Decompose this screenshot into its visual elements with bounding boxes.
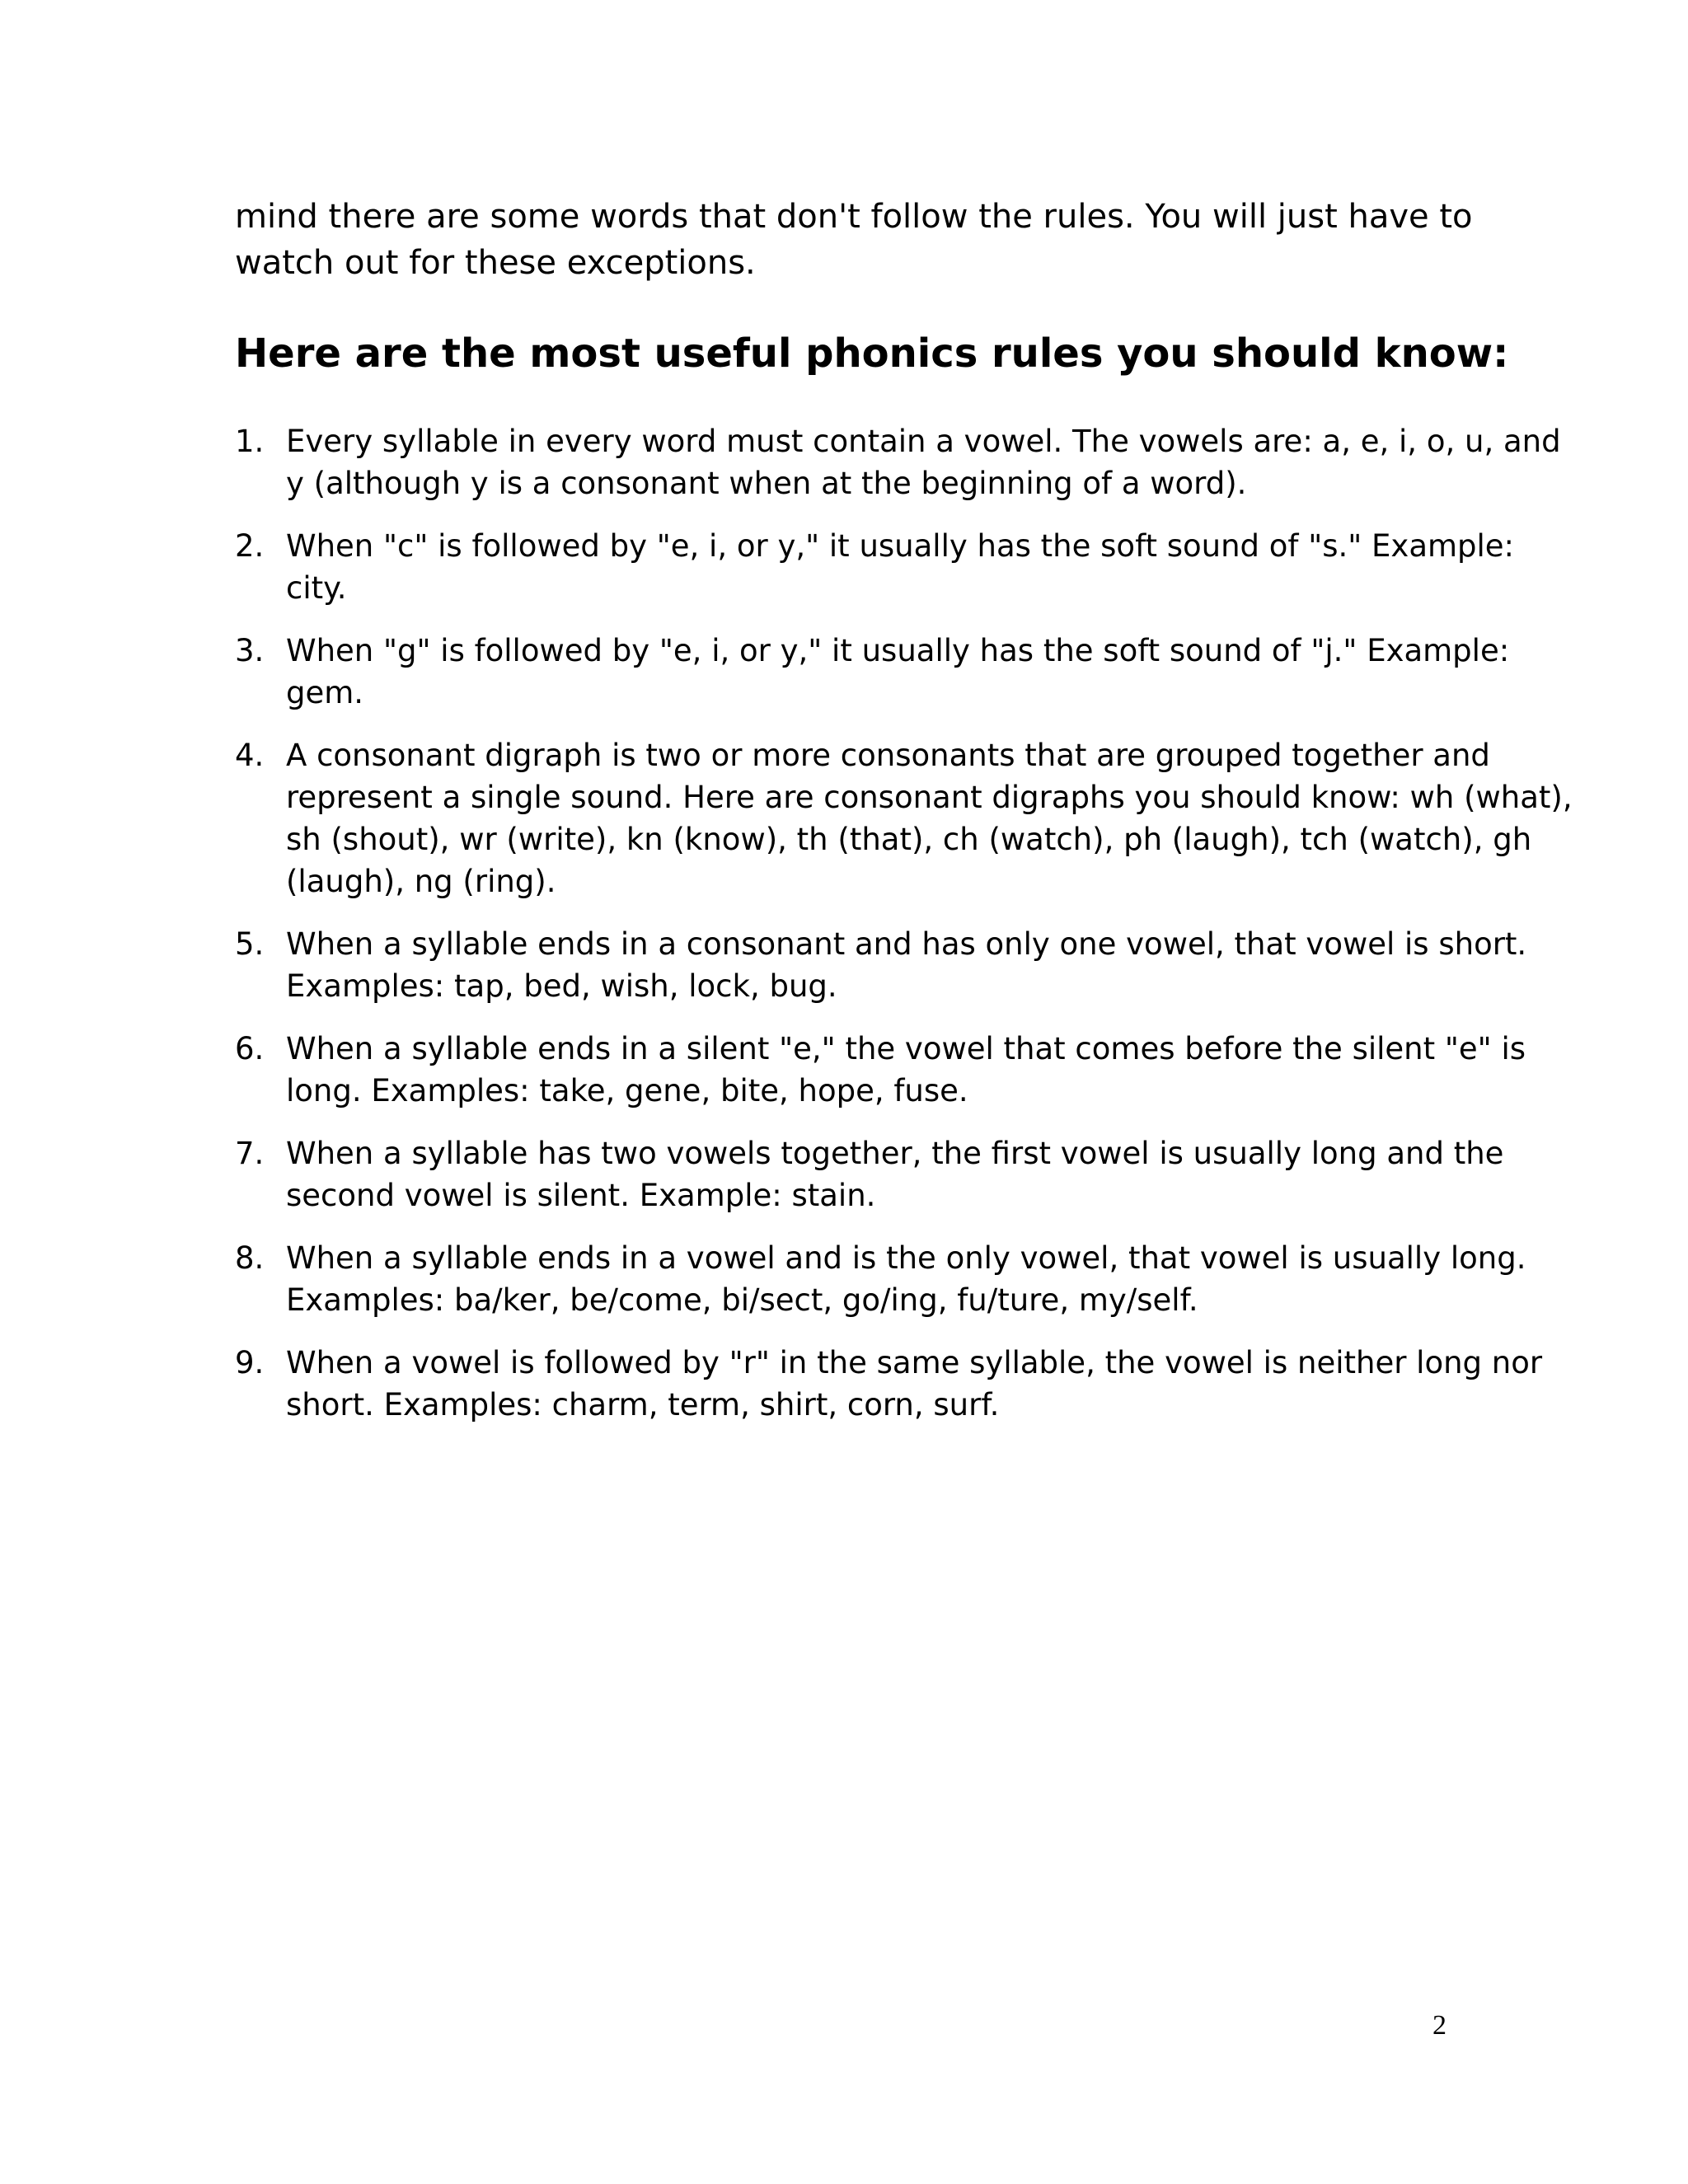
- rule-item-8: [235, 1237, 1526, 1321]
- rule-item-7: [235, 1132, 1504, 1216]
- rule-text-line: long. Examples: take, gene, bite, hope, fuse.: [286, 1073, 968, 1108]
- rule-text-line: When a vowel is followed by "r" in the same syllable, the vowel is neither long nor: [286, 1345, 1543, 1380]
- rule-text-line: city.: [286, 570, 347, 606]
- rule-number: 4.: [235, 738, 265, 773]
- rule-text-line: represent a single sound. Here are consonant digraphs you should know: wh (what),: [286, 780, 1573, 815]
- rule-number: 1.: [235, 424, 265, 459]
- rule-text-line: Examples: ba/ker, be/come, bi/sect, go/ing, fu/ture, my/self.: [286, 1282, 1198, 1318]
- intro-line: watch out for these exceptions.: [235, 244, 756, 282]
- intro-paragraph: [235, 194, 1471, 286]
- rule-item-3: [235, 630, 1510, 714]
- rule-text-line: When "c" is followed by "e, i, or y," it usually has the soft sound of "s." Example:: [286, 528, 1515, 564]
- rule-item-6: [235, 1028, 1526, 1112]
- rule-text-line: Every syllable in every word must contain a vowel. The vowels are: a, e, i, o, u, and: [286, 424, 1561, 459]
- rule-text-line: Examples: tap, bed, wish, lock, bug.: [286, 968, 837, 1004]
- rules-list: [235, 420, 1573, 1446]
- rule-item-4: [235, 734, 1573, 902]
- rule-text-line: When a syllable ends in a silent "e," the vowel that comes before the silent "e" is: [286, 1031, 1526, 1066]
- rule-text-line: (laugh), ng (ring).: [286, 864, 556, 899]
- rule-text-line: When a syllable has two vowels together, the first vowel is usually long and the: [286, 1136, 1504, 1171]
- rule-item-1: [235, 420, 1561, 504]
- intro-line: mind there are some words that don't follow the rules. You will just have to: [235, 198, 1473, 236]
- rule-number: 3.: [235, 633, 265, 668]
- rule-number: 5.: [235, 926, 265, 962]
- rule-number: 7.: [235, 1136, 265, 1171]
- rule-text-line: second vowel is silent. Example: stain.: [286, 1178, 876, 1213]
- rule-text-line: When a syllable ends in a consonant and has only one vowel, that vowel is short.: [286, 926, 1527, 962]
- rule-text-line: When a syllable ends in a vowel and is the only vowel, that vowel is usually long.: [286, 1240, 1526, 1276]
- rule-item-9: [235, 1342, 1543, 1426]
- rule-item-2: [235, 525, 1515, 609]
- rule-number: 2.: [235, 528, 265, 564]
- rule-text-line: short. Examples: charm, term, shirt, corn, surf.: [286, 1387, 1000, 1422]
- rule-text-line: A consonant digraph is two or more consonants that are grouped together and: [286, 738, 1490, 773]
- rule-item-5: [235, 923, 1527, 1007]
- page-number: 2: [1432, 2010, 1447, 2041]
- section-heading: Here are the most useful phonics rules you should know:: [235, 330, 1509, 377]
- rule-text-line: sh (shout), wr (write), kn (know), th (that), ch (watch), ph (laugh), tch (watch), gh: [286, 822, 1532, 857]
- rule-number: 9.: [235, 1345, 265, 1380]
- rule-text-line: When "g" is followed by "e, i, or y," it usually has the soft sound of "j." Example:: [286, 633, 1510, 668]
- rule-number: 6.: [235, 1031, 265, 1066]
- rule-text-line: y (although y is a consonant when at the beginning of a word).: [286, 466, 1247, 501]
- rule-number: 8.: [235, 1240, 265, 1276]
- rule-text-line: gem.: [286, 675, 364, 710]
